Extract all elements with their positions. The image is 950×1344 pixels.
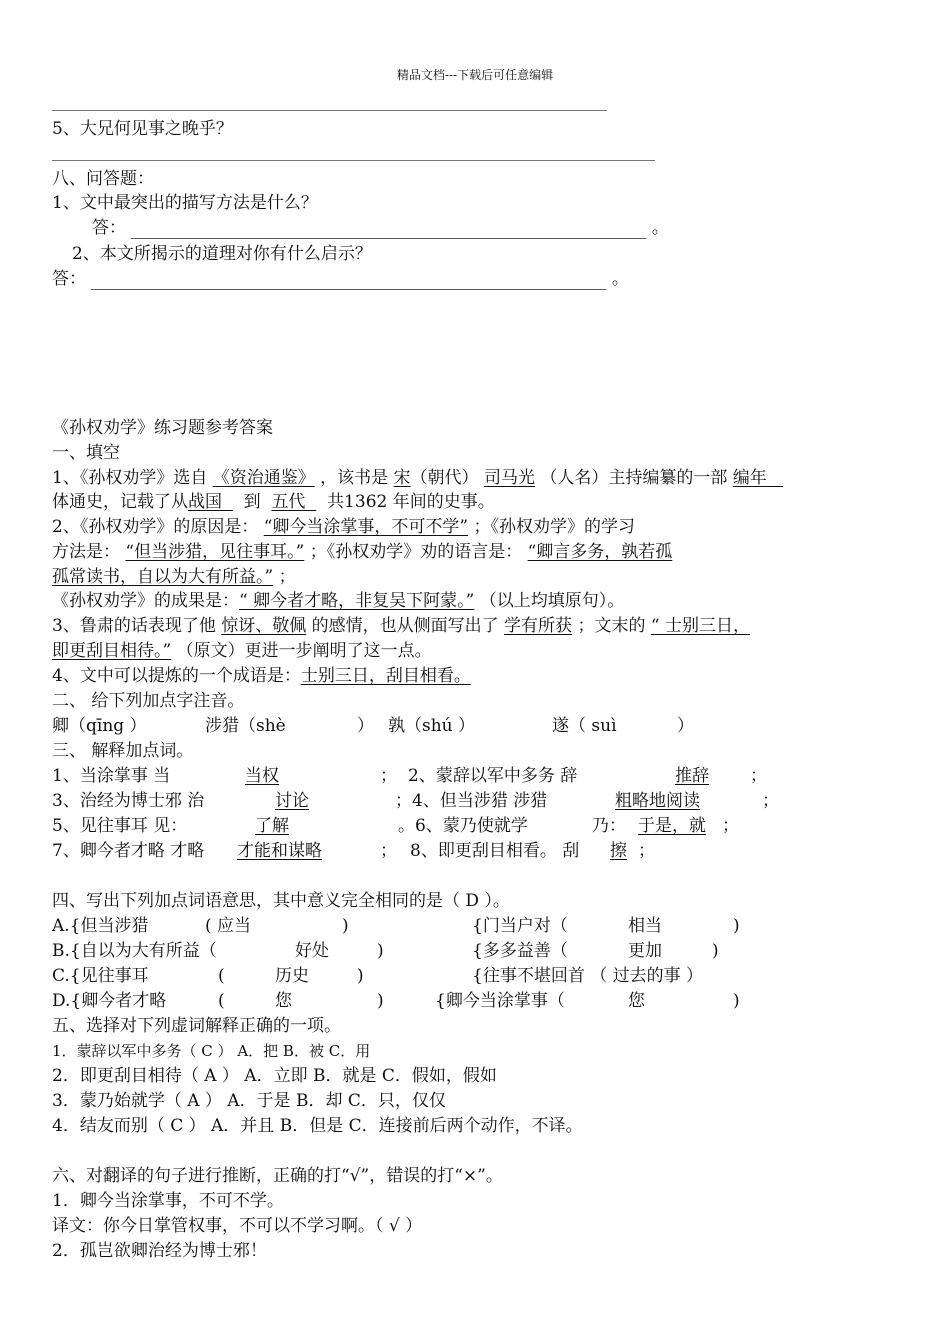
section-8-q1: 1、文中最突出的描写方法是什么？	[52, 193, 318, 213]
explain-answer: 擦	[610, 841, 627, 861]
section-5-item-2: 2．即更刮目相待（ A ） A．立即 B．就是 C．假如，假如	[52, 1066, 497, 1086]
explain-row-3a: 5、见往事耳 见：	[52, 816, 188, 836]
explain-row-3b: 6、蒙乃使就学	[415, 816, 528, 836]
answer-label: 答：	[52, 269, 86, 289]
answer-blank	[131, 222, 646, 239]
answer-label: 答：	[92, 218, 126, 238]
section-5-item-1: 1．蒙辞以军中多务（ C ） A．把 B．被 C．用	[52, 1042, 371, 1060]
question-5: 5、大兄何见事之晚乎？	[52, 119, 233, 139]
section-4-title: 四、写出下列加点词语意思，其中意义完全相同的是（ D ）。	[52, 891, 510, 911]
fill-line-1: 1、《孙权劝学》选自 《资治通鉴》 ，该书是 宋（朝代） 司马光 （人名）主持编纂的一部 编年	[52, 468, 767, 488]
fill-line-8: 即更刮目相待。” （原文）更进一步阐明了这一点。	[52, 641, 432, 661]
section-8-a2	[52, 268, 629, 290]
pinyin-2: 涉猎（shè	[205, 716, 286, 736]
section-8-q2: 2、本文所揭示的道理对你有什么启示？	[72, 244, 372, 264]
explain-row-1b: 2、蒙辞以军中多务 辞	[408, 766, 578, 786]
explain-row-2b: 4、但当涉猎 涉猎	[412, 791, 548, 811]
section-6-item-2: 2．孤岂欲卿治经为博士邪！	[52, 1241, 267, 1261]
fill-line-3: 2、《孙权劝学》的原因是： “卿今当涂掌事，不可不学” ；《孙权劝学》的学习	[52, 517, 636, 537]
pinyin-4-end: ）	[677, 716, 694, 736]
fill-line-4: 方法是： “但当涉猎，见往事耳。” ；《孙权劝学》劝的语言是： “卿言多务，孰若孤	[52, 542, 673, 562]
section-8-title: 八、问答题：	[52, 169, 154, 189]
pinyin-1: 卿（qīng ）	[52, 716, 147, 736]
section-5-item-3: 3．蒙乃始就学（ A ） A．于是 B．却 C．只，仅仅	[52, 1091, 446, 1111]
section-5-item-4: 4．结友而别（ C ） A．并且 B．但是 C．连接前后两个动作，不译。	[52, 1116, 583, 1136]
choice-D: D.{卿今者才略	[52, 991, 167, 1011]
explain-row-4a: 7、卿今者才略 才略	[52, 841, 205, 861]
section-3-title: 三、 解释加点词。	[52, 741, 194, 761]
answer-end: 。	[611, 269, 629, 289]
fill-line-2: 体通史，记载了从战国 到 五代 共1362 年间的史事。	[52, 492, 495, 512]
pinyin-4: 遂（ suì	[552, 716, 617, 736]
answer-blank	[91, 273, 606, 290]
answer-line	[52, 110, 607, 111]
explain-answer: 了解	[255, 816, 289, 836]
explain-row-1a: 1、当涂掌事 当	[52, 766, 171, 786]
explain-row-4b: 8、即更刮目相看。 刮	[410, 841, 580, 861]
choice-B: B.{自以为大有所益（	[52, 941, 217, 961]
choice-A: A.{但当涉猎	[52, 916, 149, 936]
section-2-title: 二、 给下列加点字注音。	[52, 691, 245, 711]
explain-answer: 推辞	[675, 766, 709, 786]
pinyin-3: 孰（shú ）	[388, 716, 476, 736]
explain-answer: 讨论	[275, 791, 309, 811]
explain-answer: 粗略地阅读	[615, 791, 700, 811]
pinyin-2-end: ）	[357, 716, 374, 736]
section-5-title: 五、选择对下列虚词解释正确的一项。	[52, 1016, 341, 1036]
explain-answer: 才能和谋略	[237, 841, 322, 861]
fill-line-6: 《孙权劝学》的成果是：“ 卿今者才略，非复吴下阿蒙。” （以上均填原句）。	[52, 591, 625, 611]
answer-end: 。	[651, 218, 669, 238]
answer-key-title: 《孙权劝学》练习题参考答案	[52, 418, 273, 438]
fill-line-5: 孤常读书，自以为大有所益。” ；	[52, 567, 296, 587]
explain-answer: 当权	[245, 766, 279, 786]
section-1-title: 一、填空	[52, 443, 120, 463]
explain-row-2a: 3、治经为博士邪 治	[52, 791, 205, 811]
answer-line	[52, 160, 655, 161]
fill-line-7: 3、鲁肃的话表现了他 惊讶、敬佩 的感情，也从侧面写出了 学有所获 ；文末的 “ 士别三日，	[52, 616, 750, 636]
fill-line-9: 4、文中可以提炼的一个成语是：士别三日，刮目相看。	[52, 666, 471, 686]
section-6-title: 六、对翻译的句子进行推断，正确的打“√”，错误的打“×”。	[52, 1166, 503, 1186]
page-header: 精品文档---下载后可任意编辑	[396, 68, 554, 82]
explain-answer: 于是，就	[638, 816, 706, 836]
section-6-translation-1: 译文：你今日掌管权事，不可以不学习啊。（ √ ）	[52, 1216, 423, 1236]
section-6-item-1: 1．卿今当涂掌事，不可不学。	[52, 1191, 284, 1211]
choice-C: C.{见往事耳	[52, 966, 149, 986]
section-8-a1	[92, 217, 669, 239]
